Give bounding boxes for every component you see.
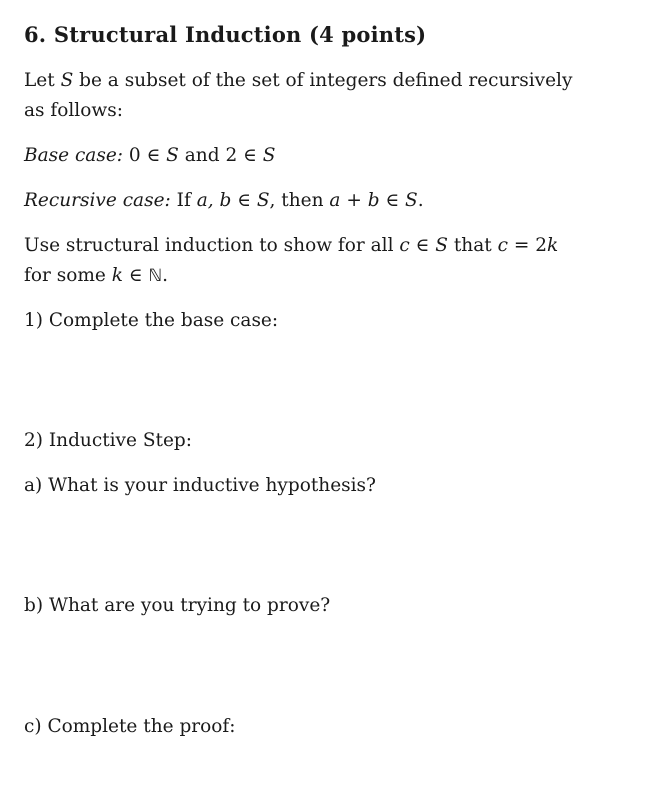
base-case-two: 2 (225, 145, 238, 166)
element-of-symbol: ∈ (385, 190, 400, 211)
question-2c: c) Complete the proof: (24, 716, 236, 737)
recursive-case-label: Recursive case: (24, 190, 171, 211)
set-symbol: S (262, 145, 276, 166)
base-case-and: and (184, 145, 220, 166)
intro-set-symbol: S (60, 70, 74, 91)
recursive-period: . (417, 190, 424, 211)
element-of-symbol: ∈ (237, 190, 251, 211)
equals-symbol: = (513, 235, 530, 256)
plus-symbol: + (346, 190, 362, 211)
element-of-symbol: ∈ (146, 145, 161, 166)
base-case-label: Base case: (24, 145, 124, 166)
question-2a: a) What is your inductive hypothesis? (24, 475, 376, 496)
recursive-vars: a, b (196, 190, 232, 211)
intro-paragraph (24, 66, 572, 126)
recursive-case-line (24, 186, 424, 216)
var-b: b (367, 190, 380, 211)
var-k: k (547, 235, 559, 256)
intro-text-a: Let (24, 70, 61, 91)
task-period: . (162, 265, 168, 286)
recursive-then: , then (269, 190, 324, 211)
task-text-a: Use structural induction to show for all (24, 235, 394, 256)
task-two: 2 (535, 235, 548, 256)
question-1: 1) Complete the base case: (24, 310, 279, 331)
var-c: c (399, 235, 410, 256)
question-2b: b) What are you trying to prove? (24, 595, 331, 616)
base-case-line (24, 141, 275, 171)
task-text-line2: for some (24, 265, 106, 286)
question-2: 2) Inductive Step: (24, 430, 192, 451)
base-case-zero: 0 (128, 145, 141, 166)
var-k: k (111, 265, 123, 286)
set-symbol: S (256, 190, 270, 211)
task-paragraph (24, 231, 558, 291)
var-a: a (329, 190, 341, 211)
naturals-symbol: ℕ (148, 266, 163, 286)
set-symbol: S (166, 145, 179, 166)
task-that: that (453, 235, 492, 256)
recursive-if: If (176, 190, 191, 211)
set-symbol: S (435, 235, 448, 256)
intro-text-line2: as follows: (24, 100, 123, 121)
intro-text-b: be a subset of the set of integers defined recursively (73, 70, 573, 91)
element-of-symbol: ∈ (128, 265, 143, 286)
element-of-symbol: ∈ (415, 235, 430, 256)
section-title: 6. Structural Induction (4 points) (24, 22, 427, 47)
element-of-symbol: ∈ (243, 145, 257, 166)
set-symbol: S (405, 190, 418, 211)
var-c: c (497, 235, 508, 256)
